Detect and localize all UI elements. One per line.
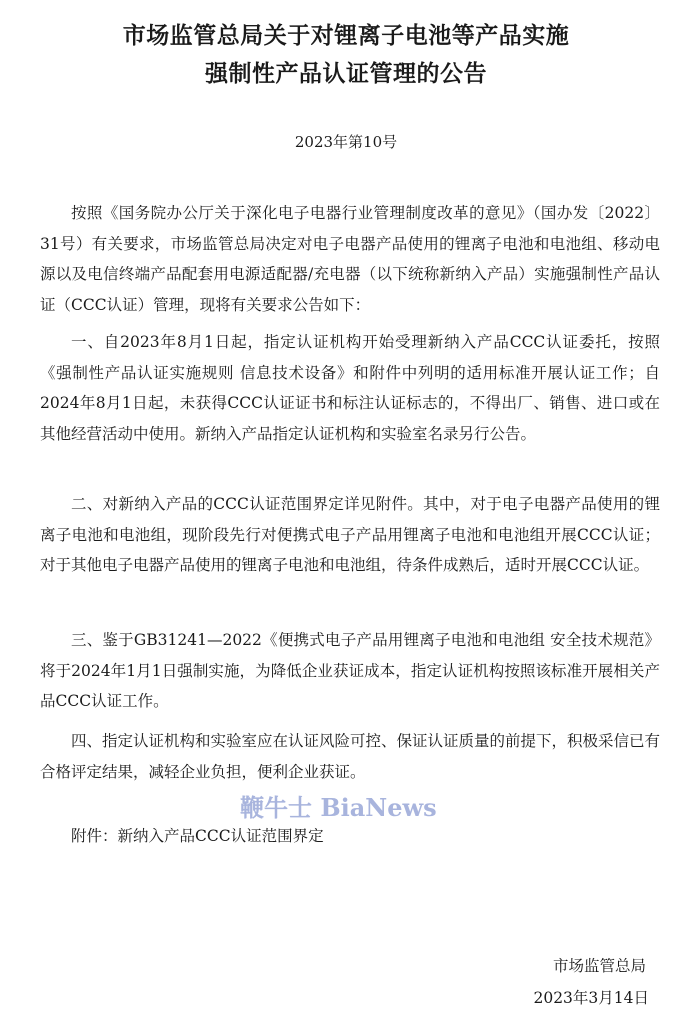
item-3-paragraph bbox=[40, 625, 660, 717]
item-4-text: 四、指定认证机构和实验室应在认证风险可控、保证认证质量的前提下，积极采信已有合格评定结果，减轻企业负担，便利企业获证。 bbox=[40, 732, 661, 781]
signature-date: 2023年3月14日 bbox=[533, 989, 649, 1007]
document-number: 2023年第10号 bbox=[294, 133, 398, 151]
intro-paragraph bbox=[40, 198, 660, 320]
item-1-text: 一、自2023年8月1日起，指定认证机构开始受理新纳入产品CCC认证委托，按照《强制性产品认证实施规则 信息技术设备》和附件中列明的适用标准开展认证工作；自2024年8月1日起，未获得CCC认证证书和标注认证标志的，不得出厂、销售、进口或在其他经营活动中使用。新纳入产品指定认证机构和实验室名录另行公告。 bbox=[40, 333, 660, 443]
item-3-text: 三、鉴于GB31241—2022《便携式电子产品用锂离子电池和电池组 安全技术规范》将于2024年1月1日强制实施，为降低企业获证成本，指定认证机构按照该标准开展相关产品CCC认证工作。 bbox=[40, 631, 660, 711]
item-2-text: 二、对新纳入产品的CCC认证范围界定详见附件。其中，对于电子电器产品使用的锂离子电池和电池组，现阶段先行对便携式电子产品用锂离子电池和电池组开展CCC认证；对于其他电子电器产品使用的锂离子电池和电池组，待条件成熟后，适时开展CCC认证。 bbox=[40, 495, 660, 575]
issuer-signature: 市场监管总局 bbox=[552, 957, 646, 975]
document-title-line-2: 强制性产品认证管理的公告 bbox=[205, 60, 487, 87]
item-4-paragraph bbox=[40, 726, 660, 787]
document-title-line-1: 市场监管总局关于对锂离子电池等产品实施 bbox=[122, 22, 570, 49]
attachment-line: 附件：新纳入产品CCC认证范围界定 bbox=[71, 827, 324, 845]
item-1-paragraph bbox=[40, 327, 660, 449]
intro-paragraph-text: 按照《国务院办公厅关于深化电子电器行业管理制度改革的意见》（国办发〔2022〕31号）有关要求，市场监管总局决定对电子电器产品使用的锂离子电池和电池组、移动电源以及电信终端产品配套用电源适配器/充电器（以下统称新纳入产品）实施强制性产品认证（CCC认证）管理，现将有关要求公告如下： bbox=[40, 204, 660, 314]
bianews-watermark: 鞭牛士 BiaNews bbox=[240, 793, 437, 822]
item-2-paragraph bbox=[40, 489, 660, 581]
